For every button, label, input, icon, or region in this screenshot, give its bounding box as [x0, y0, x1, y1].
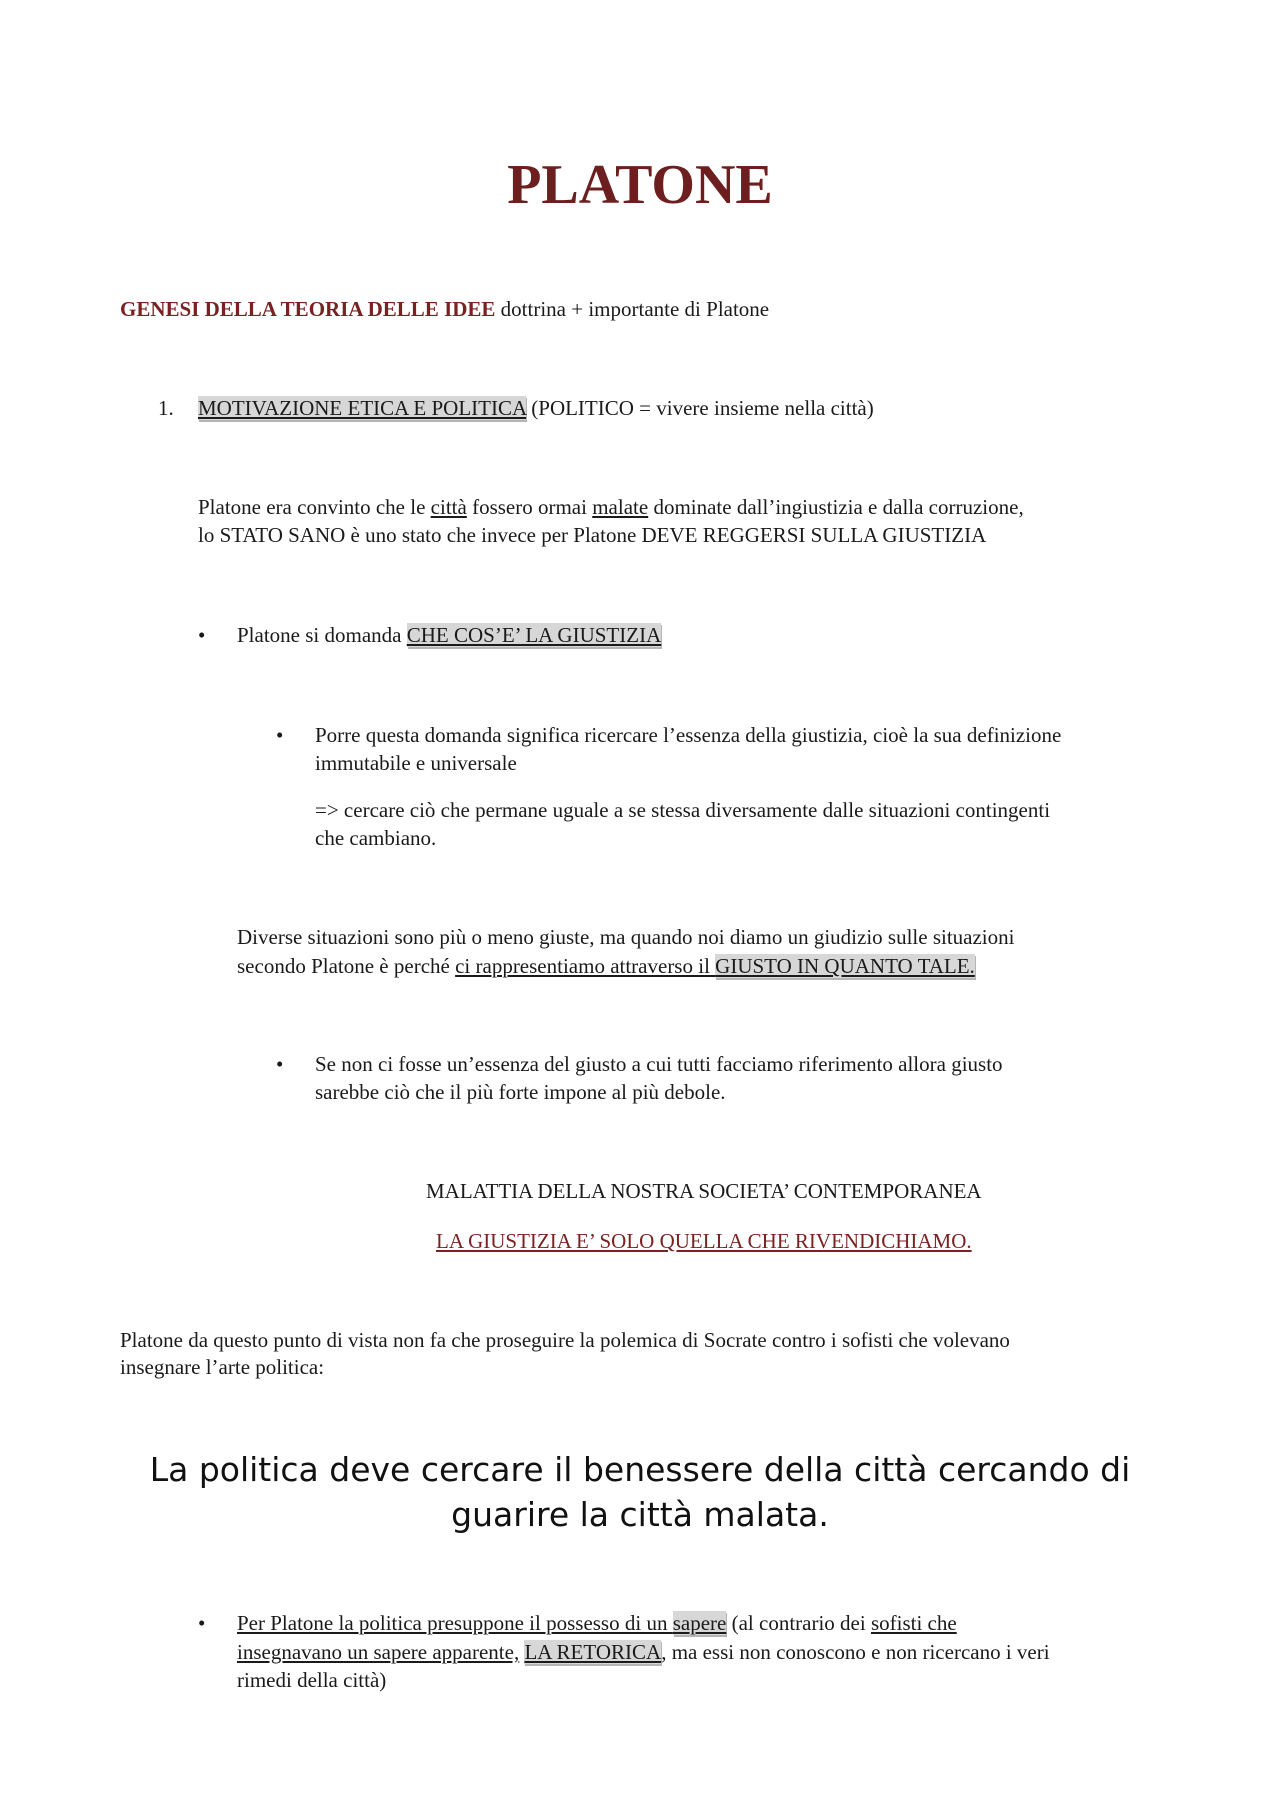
word-retorica: LA RETORICA [524, 1640, 662, 1664]
bullet4-text-2: , ma essi non conoscono e non ricercano i veri [661, 1640, 1050, 1664]
word-citta: città [430, 495, 467, 519]
bullet2-line3: => cercare ciò che permane uguale a se stessa diversamente dalle situazioni contingenti [315, 798, 1051, 822]
item1-line [198, 394, 874, 422]
bullet-marker: • [198, 623, 206, 647]
word-malate: malate [592, 495, 649, 519]
bullet4-underlined: Per Platone la politica presuppone il possesso di un [237, 1611, 673, 1635]
item1-rest: (POLITICO = vivere insieme nella città) [526, 396, 874, 420]
big-statement [0, 1447, 1280, 1537]
para2-underlined: ci rappresentiamo attraverso il [455, 954, 716, 978]
genesi-line [120, 295, 769, 323]
big-statement-line1: La politica deve cercare il benessere della città cercando di [149, 1450, 1131, 1489]
para2-line1: Diverse situazioni sono più o meno giuste, ma quando noi diamo un giudizio sulle situazioni [237, 925, 1015, 949]
bullet2-line4: che cambiano. [315, 826, 437, 850]
bullet-marker: • [198, 1611, 206, 1635]
bullet1-text: Platone si domanda [237, 623, 407, 647]
bullet1-line [237, 621, 661, 649]
para2-line2 [237, 952, 975, 980]
bullet4-line3: rimedi della città) [237, 1668, 387, 1692]
bullet-marker: • [276, 1052, 284, 1076]
item1-number: 1. [158, 396, 174, 420]
para3-line1: Platone da questo punto di vista non fa che proseguire la polemica di Socrate contro i sofisti che volevano [120, 1328, 1010, 1352]
item1-highlight: MOTIVAZIONE ETICA E POLITICA [198, 396, 527, 420]
genesi-rest: dottrina + importante di Platone [495, 297, 770, 321]
bullet4-line1 [237, 1609, 957, 1637]
bullet4-text: (al contrario dei [726, 1611, 871, 1635]
para2-highlight: GIUSTO IN QUANTO TALE. [715, 954, 975, 978]
bullet2-line2: immutabile e universale [315, 751, 517, 775]
para1-line2: lo STATO SANO è uno stato che invece per Platone DEVE REGGERSI SULLA GIUSTIZIA [198, 523, 987, 547]
giustizia-statement: LA GIUSTIZIA E’ SOLO QUELLA CHE RIVENDICHIAMO. [436, 1229, 972, 1253]
page-title: PLATONE [507, 154, 773, 216]
para1-text-b: fossero ormai [466, 495, 593, 519]
malattia-heading: MALATTIA DELLA NOSTRA SOCIETA’ CONTEMPORANEA [426, 1179, 982, 1203]
para3-line2: insegnare l’arte politica: [120, 1355, 325, 1379]
bullet-marker: • [276, 723, 284, 747]
bullet3-line1: Se non ci fosse un’essenza del giusto a cui tutti facciamo riferimento allora giusto [315, 1052, 1003, 1076]
para1-line1 [198, 493, 1024, 521]
bullet3-line2: sarebbe ciò che il più forte impone al più debole. [315, 1080, 726, 1104]
para1-text-c: dominate dall’ingiustizia e dalla corruzione, [648, 495, 1024, 519]
para1-text-a: Platone era convinto che le [198, 495, 431, 519]
bullet4-underlined-3: insegnavano un sapere apparente, [237, 1640, 520, 1664]
bullet1-highlight: CHE COS’E’ LA GIUSTIZIA [406, 623, 662, 647]
para2-text: secondo Platone è perché [237, 954, 456, 978]
big-statement-line2: guarire la città malata. [451, 1495, 829, 1534]
bullet2-line1: Porre questa domanda significa ricercare l’essenza della giustizia, cioè la sua definizione [315, 723, 1062, 747]
bullet4-line2 [237, 1638, 1050, 1666]
bullet4-underlined-2: sofisti che [870, 1611, 957, 1635]
genesi-heading: GENESI DELLA TEORIA DELLE IDEE [120, 297, 496, 321]
word-sapere: sapere [672, 1611, 727, 1635]
